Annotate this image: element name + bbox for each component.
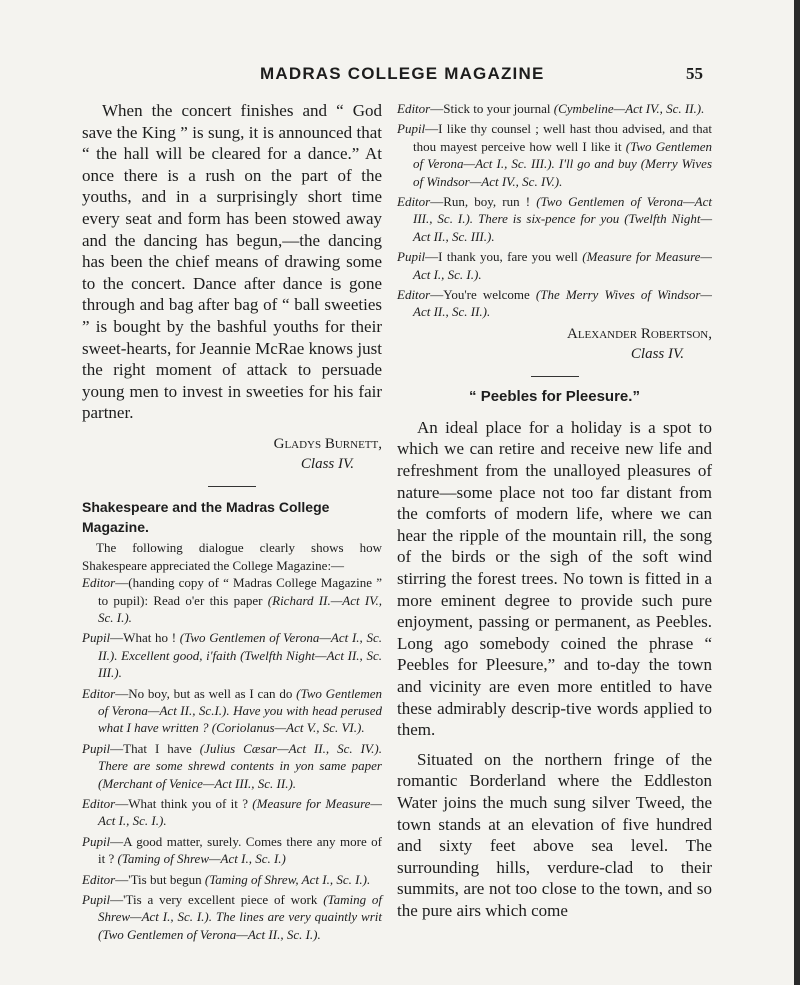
line-text: —That I have xyxy=(110,740,200,756)
speaker: Pupil xyxy=(397,121,426,137)
line-text: —Stick to your journal xyxy=(430,101,554,116)
page-number: 55 xyxy=(686,64,703,83)
line-text: —No boy, but as well as I can do xyxy=(115,685,297,701)
section-divider xyxy=(208,486,256,487)
dialogue-line xyxy=(82,629,382,681)
line-ref: (The Merry Wives of Windsor—Act II., Sc. II.). xyxy=(413,287,712,320)
dialogue-line xyxy=(82,574,382,626)
dialogue-line xyxy=(397,286,712,321)
dialogue-line xyxy=(82,833,382,868)
speaker: Pupil xyxy=(82,833,111,849)
line-ref: (Julius Cæsar—Act II., Sc. IV.). There are some shrewd contents in yon same paper (Merchant of Venice—Act III., Sc. II.). xyxy=(98,740,382,791)
line-ref: (Measure for Measure—Act I., Sc. I.). xyxy=(413,249,712,282)
page-edge xyxy=(794,0,800,985)
line-ref: (Two Gentlemen of Verona—Act I., Sc. III.). I'll go and buy (Merry Wives of Windsor—Act IV., Sc. IV.). xyxy=(413,138,712,189)
dialogue-line xyxy=(82,685,382,737)
speaker: Pupil xyxy=(82,740,111,756)
author-name: Alexander Robertson, xyxy=(566,325,712,342)
peebles-heading: “ Peebles for Pleesure.” xyxy=(469,387,640,405)
dialogue-line xyxy=(82,871,382,888)
dialogue-line xyxy=(397,193,712,245)
peebles-paragraph: An ideal place for a holiday is a spot to which we can retire and receive new life and refreshment from the unalloyed pleasures of nature—some place not too far distant from the comforts of modern life, where we can hear the ripple of the mountain rill, the song of the birds or the sigh of the soft wind stirring the forest trees. No town is fitted in a more eminent degree to provide such pure enjoyment, passing or permanent, as Peebles. Long ago somebody coined the phrase “ Peebles for Pleesure,” and to-day the town and vicinity are even more entitled to have these admirably descrip-tive words applied to them. xyxy=(397,417,712,740)
section-divider xyxy=(531,376,579,377)
line-ref: (Two Gentlemen of Verona—Act III., Sc. I.). There is six-pence for you (Twelfth Night—Act II., Sc. III.). xyxy=(413,194,712,244)
line-ref: (Two Gentlemen of Verona—Act II., Sc.I.). Have you with head perused what I have written ? (Coriolanus—Act V., Sc. VI.). xyxy=(98,685,382,736)
author-class: Class IV. xyxy=(300,455,354,472)
line-ref: (Taming of Shrew—Act I., Sc. I.) xyxy=(117,851,286,867)
line-ref: (Cymbeline—Act IV., Sc. II.). xyxy=(553,101,705,116)
concert-article xyxy=(82,100,382,424)
right-column xyxy=(397,100,712,922)
shakespeare-intro-block xyxy=(82,539,382,574)
line-text: —What ho ! xyxy=(110,630,180,646)
line-ref: (Two Gentlemen of Verona—Act I., Sc. II.). Excellent good, i'faith (Twelfth Night—Act II., Sc. III.). xyxy=(98,630,383,681)
concert-paragraph: When the concert finishes and “ God save the King ” is sung, it is announced that “ the hall will be cleared for a dance.” At once there is a rush on the part of the youths, and in a surprisingly short time every seat and form has been stowed away and the dancing has begun,—the dancing has been the chief means of drawing some to the concert. Dance after dance is gone through and bag after bag of “ ball sweeties ” is bought by the bashful youths for their sweet-hearts, for Jeannie McRae knows just the right moment of attack to persuade young men to invest in sweeties for his fair partner. xyxy=(82,101,382,423)
line-text: —'Tis a very excellent piece of work xyxy=(110,892,324,907)
line-ref: (Taming of Shrew—Act I., Sc. I.). The lines are very quaintly writ (Two Gentlemen of Verona—Act II., Sc. I.). xyxy=(98,892,383,942)
speaker: Pupil xyxy=(397,249,426,265)
line-text: —I like thy counsel ; well hast thou advised, and that thou mayest perceive how well I like it xyxy=(413,121,712,154)
dialogue-line xyxy=(82,795,382,830)
line-text: —(handing copy of “ Madras College Magazine ” to pupil): Read o'er this paper xyxy=(98,575,382,608)
speaker: Editor xyxy=(397,194,431,210)
peebles-paragraph: Situated on the northern fringe of the romantic Borderland where the Eddleston Water joins the much sung silver Tweed, the town stands at an elevation of five hundred and sixty feet above sea level. The surrounding hills, verdure-clad to their summits, are not too close to the town, and so the pure airs which come xyxy=(397,749,712,920)
line-ref: (Taming of Shrew, Act I., Sc. I.). xyxy=(204,871,371,887)
speaker: Pupil xyxy=(82,630,111,646)
magazine-title: MADRAS COLLEGE MAGAZINE xyxy=(260,64,545,83)
shakespeare-heading: Shakespeare and the Madras College Magazine. xyxy=(82,498,330,535)
line-text: —A good matter, surely. Comes there any more of it ? xyxy=(98,833,382,867)
speaker: Editor xyxy=(82,795,116,811)
dialogue-line xyxy=(82,740,382,792)
shakespeare-intro: The following dialogue clearly shows how Shakespeare appreciated the College Magazine:— xyxy=(82,539,382,573)
line-text: —You're welcome xyxy=(430,287,536,303)
speaker: Pupil xyxy=(82,892,111,907)
line-text: —I thank you, fare you well xyxy=(425,249,583,265)
line-text: —'Tis but begun xyxy=(115,871,205,887)
speaker: Editor xyxy=(82,871,116,887)
line-text: —Run, boy, run ! xyxy=(430,194,537,210)
left-column xyxy=(82,100,382,946)
author-name: Gladys Burnett, xyxy=(273,435,382,452)
speaker: Editor xyxy=(82,575,116,591)
speaker: Editor xyxy=(397,101,431,116)
speaker: Editor xyxy=(397,287,431,303)
dialogue-list-left xyxy=(82,574,382,943)
speaker: Editor xyxy=(82,685,116,701)
peebles-article xyxy=(397,417,712,922)
dialogue-line xyxy=(397,248,712,283)
dialogue-line xyxy=(82,891,382,943)
author-class: Class IV. xyxy=(630,345,684,362)
dialogue-list-right xyxy=(397,100,712,321)
running-header xyxy=(0,64,800,90)
dialogue-line xyxy=(397,100,712,117)
dialogue-line xyxy=(397,120,712,190)
line-ref: (Richard II.—Act IV., Sc. I.). xyxy=(98,592,382,625)
line-text: —What think you of it ? xyxy=(115,795,253,811)
line-ref: (Measure for Measure—Act I., Sc. I.). xyxy=(98,795,382,829)
